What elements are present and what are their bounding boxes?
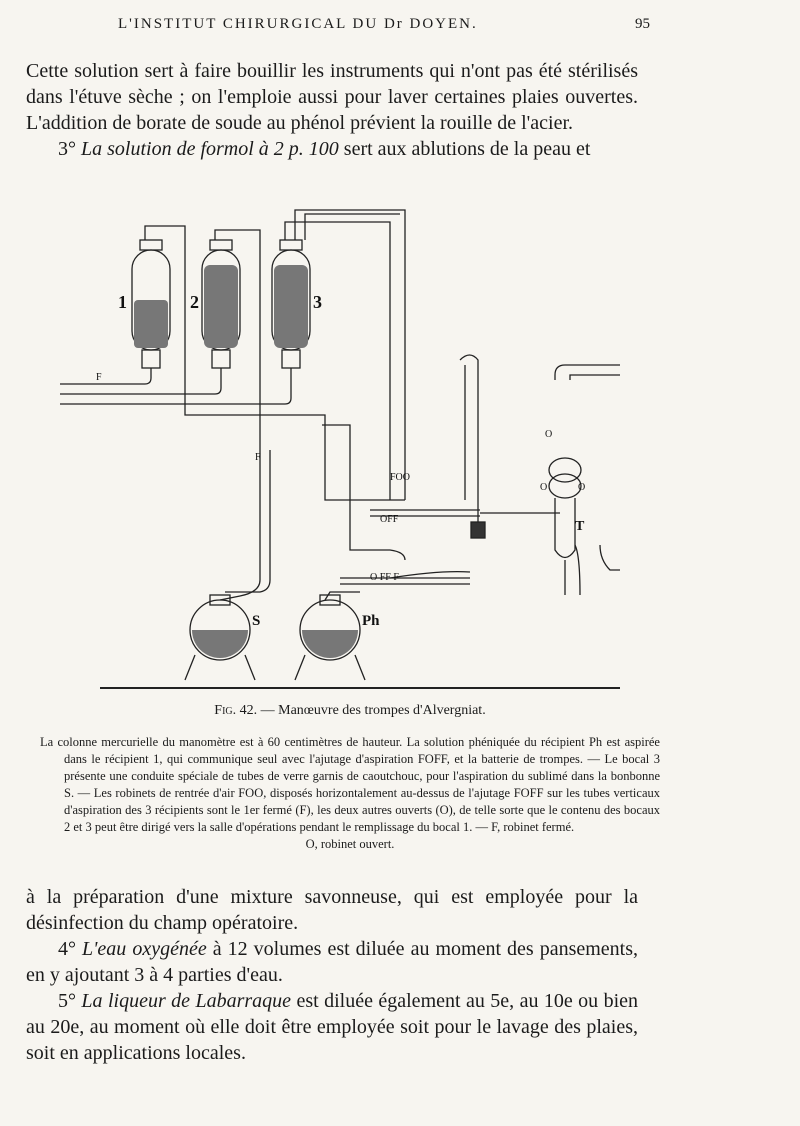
label-O: O — [540, 482, 548, 493]
page-number: 95 — [635, 16, 650, 32]
item-title: La solution de formol à 2 p. 100 — [81, 138, 339, 160]
running-title: L'INSTITUT CHIRURGICAL DU Dr DOYEN. — [118, 16, 478, 32]
top-text-block — [26, 58, 638, 162]
figure-caption — [40, 703, 660, 719]
label-O: O — [578, 482, 586, 493]
apparatus-diagram — [60, 200, 640, 700]
label-S: S — [252, 613, 261, 629]
label-jar-2: 2 — [190, 292, 199, 312]
item-title: L'eau oxygénée — [82, 938, 207, 960]
figure-number: Fig. 42. — [214, 703, 258, 718]
label-Ph: Ph — [362, 613, 380, 629]
label-OFFF: O FF F — [370, 572, 399, 583]
paragraph-labarraque — [26, 988, 638, 1066]
item-number: 5° — [58, 990, 76, 1012]
item-title: La liqueur de Labarraque — [81, 990, 292, 1012]
legend-text: La colonne mercurielle du manomètre est à 60 centimètres de hauteur. La solution phéniquée du récipient Ph est aspirée dans le récipient 1, qui communique seul avec l'ajutage d'aspiration FOFF, et la batterie de trompes. — Le bocal 3 présente une conduite spéciale de tubes de verre garnis de caoutchouc, pour l'aspiration du sublimé dans la bonbonne S. — Les robinets de rentrée d'air FOO, disposés horizontalement au-dessus de l'ajutage FOFF sur les tubes verticaux d'aspiration des 3 récipients sont le 1er fermé (F), les deux autres ouverts (O), de telle sorte que le contenu des bocaux 2 et 3 peut être dirigé vers la salle d'opérations pendant le remplissage du bocal 1. — F, robinet fermé. — [40, 735, 660, 834]
paragraph-savon: à la préparation d'une mixture savonneuse, qui est employée pour la désinfection du champ opératoire. — [26, 886, 638, 934]
item-number: 3° — [58, 138, 76, 160]
item-text: sert aux ablutions de la peau et — [343, 138, 591, 160]
legend-last-line: O, robinet ouvert. — [305, 837, 395, 851]
running-head — [118, 16, 650, 33]
item-text: à 12 volumes est diluée au moment des pansements, en y ajoutant 3 à 4 parties d'eau. — [26, 938, 639, 986]
paragraph-eau-oxygenee — [26, 936, 638, 988]
paragraph-phenol: Cette solution sert à faire bouillir les instruments qui n'ont pas été stérilisés dans l'étuve sèche ; on l'emploie aussi pour laver certaines plaies ouvertes. L'addition de borate de soude au phénol prévient la rouille de l'acier. — [26, 60, 638, 134]
label-O: O — [545, 429, 553, 440]
bottom-text-block — [26, 884, 638, 1066]
paragraph-formol — [26, 136, 638, 162]
figure-trompes — [60, 200, 640, 700]
label-F: F — [96, 372, 102, 383]
item-text: est diluée également au 5e, au 10e ou bien au 20e, au moment où elle doit être employée soit pour le lavage des plaies, soit en applications locales. — [26, 990, 639, 1064]
label-F: F — [255, 452, 261, 463]
label-OFF: OFF — [380, 514, 399, 525]
label-T: T — [575, 519, 585, 534]
label-jar-1: 1 — [118, 292, 127, 312]
label-jar-3: 3 — [313, 292, 322, 312]
item-number: 4° — [58, 938, 76, 960]
figure-legend — [40, 734, 660, 853]
figure-title: — Manœuvre des trompes d'Alvergniat. — [260, 703, 486, 718]
label-FOO: FOO — [390, 472, 411, 483]
